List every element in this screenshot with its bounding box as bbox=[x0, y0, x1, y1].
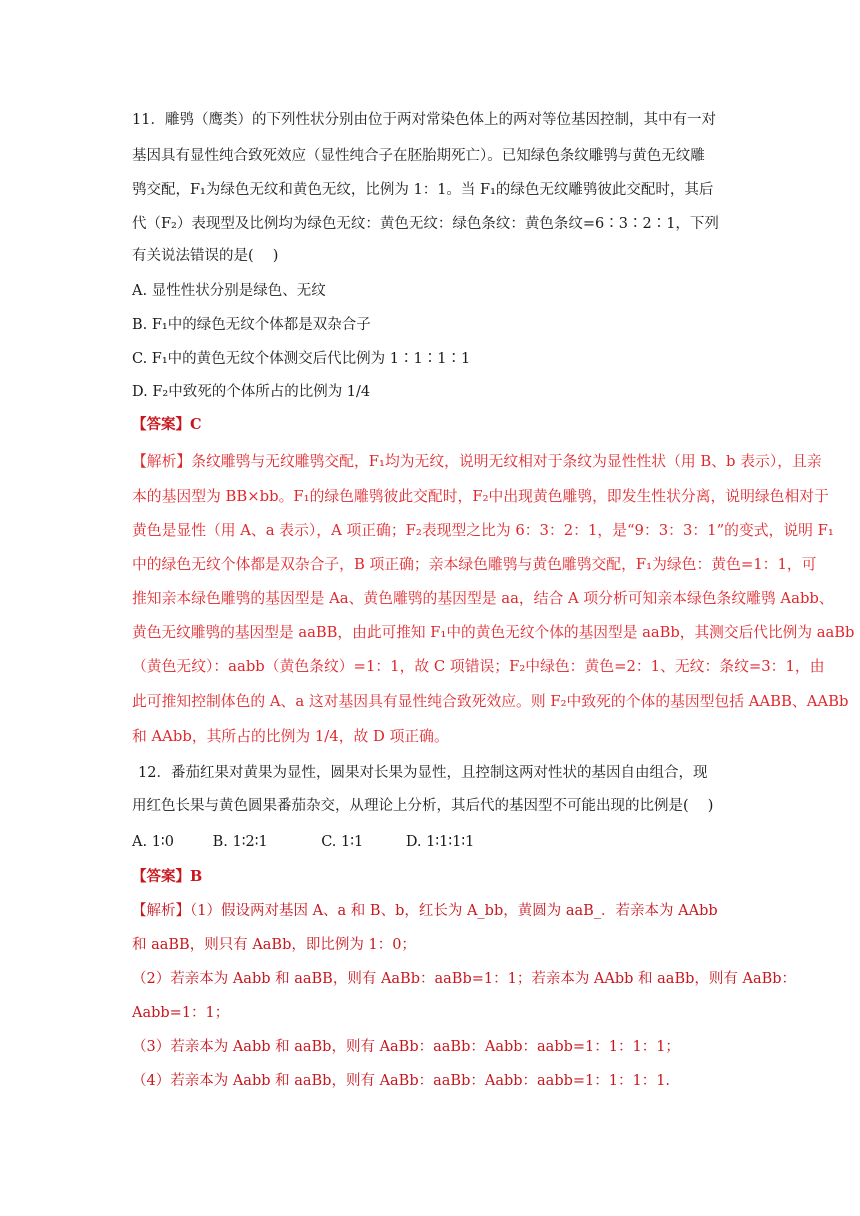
q11-option-c: C. F₁中的黄色无纹个体测交后代比例为 1∶1∶1∶1 bbox=[132, 351, 471, 367]
q11-analysis-line-4: 中的绿色无纹个体都是双杂合子，B 项正确；亲本绿色雕鸮与黄色雕鸮交配，F₁为绿色：黄色=1：1，可 bbox=[132, 556, 817, 573]
q12-analysis-line-4: Aabb=1：1； bbox=[132, 1005, 230, 1021]
q11-option-d: D. F₂中致死的个体所占的比例为 1/4 bbox=[132, 384, 371, 400]
q11-stem-line-4: 代（F₂）表现型及比例均为绿色无纹：黄色无纹：绿色条纹：黄色条纹=6∶3∶2∶1，下列 bbox=[132, 216, 719, 232]
q12-stem-line-1: 12．番茄红果对黄果为显性，圆果对长果为显性，且控制这两对性状的基因自由组合，现 bbox=[138, 765, 708, 781]
q11-analysis-line-2: 本的基因型为 BB×bb。F₁的绿色雕鸮彼此交配时，F₂中出现黄色雕鸮，即发生性状分离，说明绿色相对于 bbox=[132, 488, 829, 505]
q12-options-row bbox=[132, 832, 474, 852]
q11-answer: 【答案】C bbox=[132, 416, 202, 433]
q11-stem-line-1: 11．雕鸮（鹰类）的下列性状分别由位于两对常染色体上的两对等位基因控制，其中有一对 bbox=[132, 112, 716, 128]
q12-stem-line-2: 用红色长果与黄色圆果番茄杂交，从理论上分析，其后代的基因型不可能出现的比例是( ) bbox=[132, 798, 714, 814]
q11-analysis-line-9: 和 AAbb，其所占的比例为 1/4，故 D 项正确。 bbox=[132, 728, 449, 745]
q11-stem-line-2: 基因具有显性纯合致死效应（显性纯合子在胚胎期死亡）。已知绿色条纹雕鸮与黄色无纹雕 bbox=[132, 148, 705, 164]
q12-option-d: D. 1∶1∶1∶1 bbox=[405, 834, 475, 850]
q11-analysis-line-6: 黄色无纹雕鸮的基因型是 aaBB，由此可推知 F₁中的黄色无纹个体的基因型是 aaBb，其测交后代比例为 aaBb bbox=[132, 624, 855, 641]
q11-analysis-line-3: 黄色是显性（用 A、a 表示），A 项正确；F₂表现型之比为 6：3：2：1，是“9：3：3：1”的变式，说明 F₁ bbox=[132, 522, 834, 539]
q12-analysis-line-2: 和 aaBB，则只有 AaBb，即比例为 1：0； bbox=[132, 937, 416, 953]
q11-stem-line-3: 鸮交配，F₁为绿色无纹和黄色无纹，比例为 1：1。当 F₁的绿色无纹雕鸮彼此交配时，其后 bbox=[132, 182, 714, 198]
q12-answer: 【答案】B bbox=[132, 868, 203, 885]
q11-analysis-line-1: 【解析】条纹雕鸮与无纹雕鸮交配，F₁均为无纹，说明无纹相对于条纹为显性性状（用 B、b 表示），且亲 bbox=[132, 453, 822, 470]
q11-analysis-line-8: 此可推知控制体色的 A、a 这对基因具有显性纯合致死效应。则 F₂中致死的个体的基因型包括 AABB、AABb bbox=[132, 693, 849, 710]
q12-analysis-line-6: （4）若亲本为 Aabb 和 aaBb，则有 AaBb：aaBb：Aabb：aabb=1：1：1：1. bbox=[132, 1073, 671, 1089]
q11-option-a: A. 显性性状分别是绿色、无纹 bbox=[132, 283, 326, 299]
q11-option-b: B. F₁中的绿色无纹个体都是双杂合子 bbox=[132, 317, 371, 333]
q11-analysis-line-7: （黄色无纹）：aabb（黄色条纹）=1：1，故 C 项错误；F₂中绿色：黄色=2：1、无纹：条纹=3：1，由 bbox=[132, 658, 825, 675]
q12-option-a: A. 1∶0 bbox=[132, 834, 174, 850]
q12-analysis-line-5: （3）若亲本为 Aabb 和 aaBb，则有 AaBb：aaBb：Aabb：aabb=1：1：1：1； bbox=[132, 1039, 680, 1055]
q11-analysis-line-5: 推知亲本绿色雕鸮的基因型是 Aa、黄色雕鸮的基因型是 aa，结合 A 项分析可知亲本绿色条纹雕鸮 Aabb、 bbox=[132, 590, 834, 607]
q12-analysis-line-1: 【解析】（1）假设两对基因 A、a 和 B、b，红长为 A_bb，黄圆为 aaB_．若亲本为 AAbb bbox=[132, 903, 718, 919]
q12-analysis-line-3: （2）若亲本为 Aabb 和 aaBB，则有 AaBb：aaBb=1：1；若亲本为 AAbb 和 aaBb，则有 AaBb： bbox=[132, 971, 797, 987]
q12-option-c: C. 1∶1 bbox=[321, 834, 364, 850]
q11-stem-line-5: 有关说法错误的是( ) bbox=[132, 248, 279, 264]
q12-option-b: B. 1∶2∶1 bbox=[212, 834, 268, 850]
